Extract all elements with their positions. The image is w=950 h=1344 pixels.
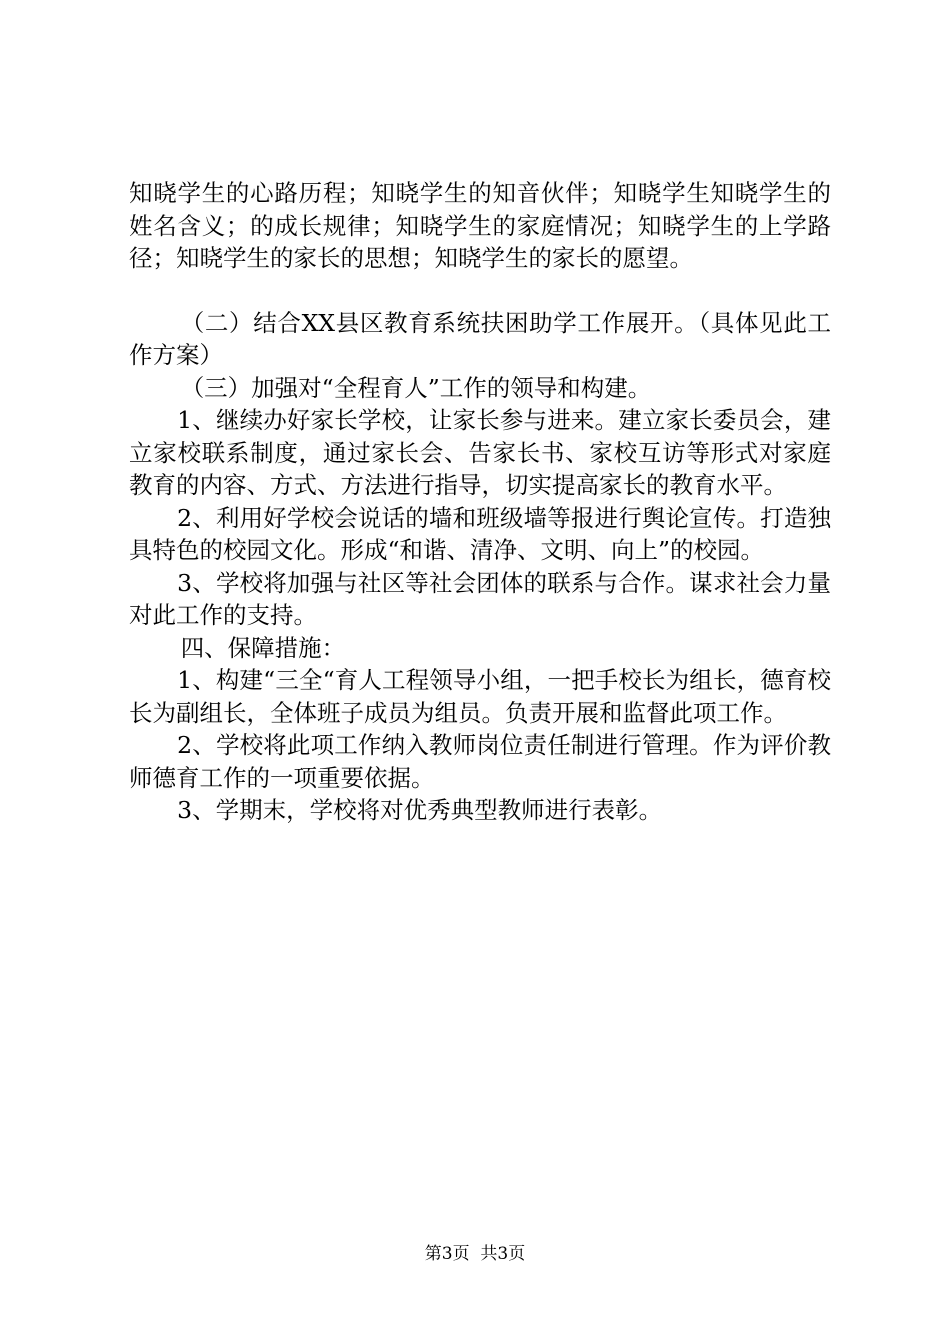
page-number-label: 第3页 共3页 [424, 1244, 526, 1264]
paragraph-measure-2: 2、学校将此项工作纳入教师岗位责任制进行管理。作为评价教师德育工作的一项重要依据。 [129, 731, 831, 792]
paragraph-section-3-heading: （三）加强对“全程育人”工作的领导和构建。 [180, 373, 652, 402]
paragraph-item-2: 2、利用好学校会说话的墙和班级墙等报进行舆论宣传。打造独具特色的校园文化。形成“和谐、清净、文明、向上”的校园。 [129, 503, 831, 564]
paragraph-measure-3: 3、学期末，学校将对优秀典型教师进行表彰。 [177, 796, 663, 824]
paragraph-item-3: 3、学校将加强与社区等社会团体的联系与合作。谋求社会力量对此工作的支持。 [129, 568, 831, 629]
paragraph-measure-1: 1、构建“三全“育人工程领导小组，一把手校长为组长，德育校长为副组长，全体班子成员为组员。负责开展和监督此项工作。 [129, 666, 831, 727]
paragraph-section-4-heading: 四、保障措施： [180, 633, 346, 662]
paragraph-item-1: 1、继续办好家长学校，让家长参与进来。建立家长委员会，建立家校联系制度，通过家长会、告家长书、家校互访等形式对家庭教育的内容、方式、方法进行指导，切实提高家长的教育水平。 [129, 406, 831, 499]
paragraph-continuation: 知晓学生的心路历程；知晓学生的知音伙伴；知晓学生知晓学生的姓名含义；的成长规律；知晓学生的家庭情况；知晓学生的上学路径；知晓学生的家长的思想；知晓学生的家长的愿望。 [129, 179, 831, 272]
paragraph-section-2: （二）结合XX县区教育系统扶困助学工作展开。（具体见此工作方案） [129, 308, 831, 369]
document-body [129, 177, 831, 827]
page-footer [0, 1243, 950, 1265]
